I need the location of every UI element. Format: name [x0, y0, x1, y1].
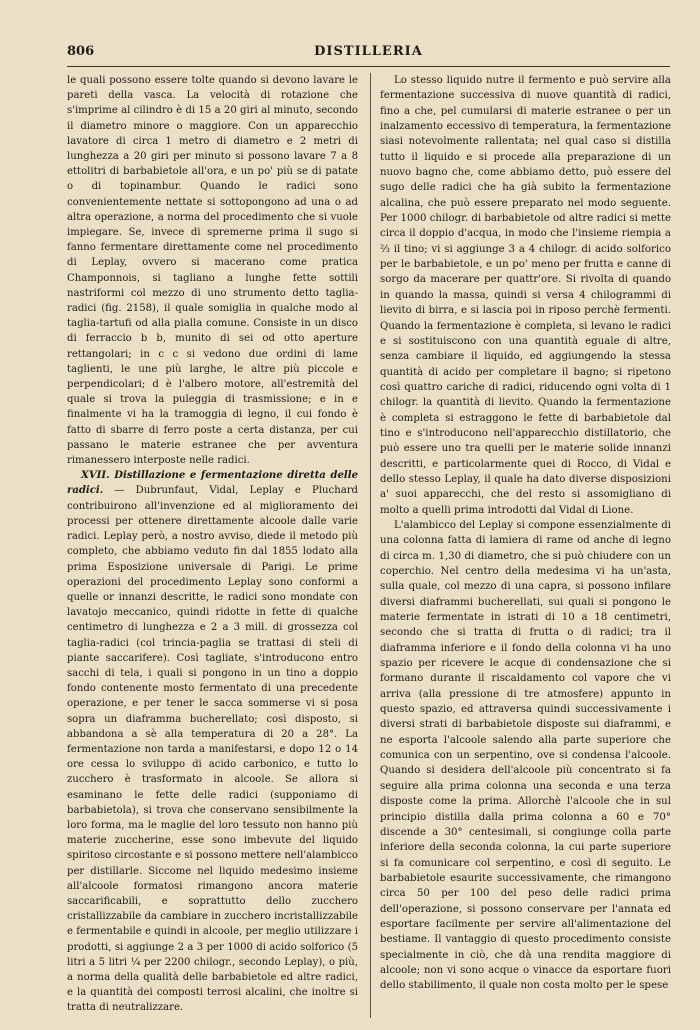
section-heading: XVII. Distillazione e fermentazione diretta delle radici. — [67, 470, 358, 497]
page-number: 806 — [67, 44, 95, 59]
running-title: DISTILLERIA — [314, 44, 423, 59]
column-divider — [370, 73, 371, 1018]
paragraph-section-xvii — [67, 468, 358, 1015]
page-header — [67, 44, 670, 66]
paragraph-washing-and-slicing: le quali possono essere tolte quando si devono lavare le pareti della vasca. La velocità di rotazione che s'imprime al cilindro è di 15 a 20 giri al minuto, secondo il diametro minore o maggiore. Con un apparecchio lavatore di circa 1 metro di diametro e 2 metri di lunghezza a 20 giri per minuto si possono lavare 7 a 8 ettolitri di barbabietole all'ora, e un po' più se di patate o di topinambur. Quando le radici sono convenientemente nettate si sottopongono ad una o ad altra operazione, a norma del procedimento che si vuole impiegare. Se, invece di spremerne prima il sugo si fanno fermentare direttamente come nel procedimento di Leplay, ovvero si macerano come pratica Champonnois, si tagliano a lunghe fette sottili nastriformi col mezzo di uno strumento detto taglia-radici (fig. 2158), il quale somiglia in qualche modo al taglia-tartufi od alla pialla comune. Consiste in un disco di ferraccio b b, munito di sei od otto aperture rettangolari; in c c si vedono due ordini di lame taglienti, le une più larghe, le altre più piccole e perpendicolari; d è l'albero motore, all'estremità del quale si trova la puleggia di trasmissione; e in e finalmente vi ha la tramoggia di legno, il cui fondo è fatto di sbarre di ferro poste a certa distanza, per cui passano le materie estranee che per avventura rimanessero interposte nelle radici. — [67, 75, 358, 467]
paragraph-leplay-still: L'alambicco del Leplay si compone essenzialmente di una colonna fatta di lamiera di rame od anche di legno di circa m. 1,30 di diametro, che si può chiudere con un coperchio. Nel centro della medesima vi ha un'asta, sulla quale, col mezzo di una capra, si possono infilare diversi diaframmi bucherellati, sui quali si pongono le materie fermentate in istrati di 10 a 18 centimetri, secondo che si tratta di frutta o di radici; tra il diaframma inferiore e il fondo della colonna vi ha uno spazio per ricevere le acque di condensazione che si formano durante il riscaldamento col vapore che vi arriva (alla pressione di tre atmosfere) appunto in questo spazio, ed attraversa quindi successivamente i diversi strati di barbabietole disposte sui diaframmi, e ne esporta l'alcoole salendo alla parte superiore che comunica con un serpentino, ove si condensa l'alcoole. Quando si desidera dell'alcoole più concentrato si fa seguire alla prima colonna una seconda e una terza disposte come la prima. Allorchè l'alcoole che in sul principio distilla dalla prima colonna a 60 e 70° discende a 30° centesimali, si congiunge colla parte inferiore della seconda colonna, la cui parte superiore si fa comunicare col serpentino, e così di seguito. Le barbabietole esaurite successivamente, che rimangono circa 50 per 100 del peso delle radici prima dell'operazione, si possono conservare per l'annata ed esportare facilmente per servire all'alimentazione del bestiame. Il vantaggio di questo procedimento consiste specialmente in ciò, che dà una rendita maggiore di alcoole; non vi sono acque o vinacce da esportare fuori dello stabilimento, il quale non costa molto per le spese — [380, 519, 671, 992]
header-rule — [67, 66, 670, 67]
paragraph-fermentation-bath: Lo stesso liquido nutre il fermento e può servire alla fermentazione successiva di nuove quantità di radici, fino a che, pel cumularsi di materie estranee o per un inalzamento eccessivo di temperatura, la fermentazione siasi notevolmente rallentata; nel qual caso si distilla tutto il liquido e si procede alla preparazione di un nuovo bagno che, come abbiamo detto, può essere del sugo delle radici che ha già subito la fermentazione alcalina, che può essere preparato nel modo seguente. Per 1000 chilogr. di barbabietole od altre radici si mette circa il doppio d'acqua, in modo che l'insieme riempia a ⅔ il tino; vi si aggiunge 3 a 4 chilogr. di acido solforico per le barbabietole, e un po' meno per frutta e canne di sorgo da macerare per quattr'ore. Si rivolta di quando in quando la massa, quindi si versa 4 chilogrammi di lievito di birra, e si lascia poi in riposo perchè fermenti. Quando la fermentazione è completa, si levano le radici e si sostituiscono con una quantità eguale di altre, senza cambiare il liquido, ed aggiungendo la stessa quantità di acido per completare il bagno; si ripetono così quattro cariche di radici, riducendo ogni volta di 1 chilogr. la quantità di lievito. Quando la fermentazione è completa si estraggono le fette di barbabietole dal tino e s'introducono nell'apparecchio distillatorio, che può essere uno tra quelli per le materie solide innanzi descritti, e particolarmente quei di Rocco, di Vidal e dello stesso Leplay, il quale ha dato diverse disposizioni a' suoi apparecchi, che del resto si assomigliano di molto a quelli prima introdotti dal Vidal di Lione. — [380, 75, 672, 516]
left-column — [67, 73, 358, 1016]
right-column — [380, 73, 671, 994]
section-body: — Dubrunfaut, Vidal, Leplay e Pluchard contribuirono all'invenzione ed al miglioramento dei processi per ottenere direttamente alcoole dalle varie radici. Leplay però, a nostro avviso, diede il metodo più completo, che abbiamo veduto fin dal 1855 lodato alla prima Esposizione universale di Parigi. Le prime operazioni del procedimento Leplay sono conformi a quelle or innanzi descritte, le radici sono mondate con lavatojo meccanico, quindi ridotte in fette di qualche centimetro di lunghezza e 2 a 3 mill. di grossezza col taglia-radici (col trincia-paglia se trattasi di steli di piante saccarifere). Così tagliate, s'introducono entro sacchi di tela, i quali si pongono in un tino a doppio fondo contenente mosto fermentato di una precedente operazione, e per tener le sacca sommerse vi si posa sopra un diaframma bucherellato; così disposto, si abbandona a sè alla temperatura di 20 a 28°. La fermentazione non tarda a manifestarsi, e dopo 12 o 14 ore cessa lo sviluppo di acido carbonico, e tutto lo zucchero è trasformato in alcoole. Se allora si esaminano le fette delle radici (supponiamo di barbabietola), si trova che conservano sensibilmente la loro forma, ma le maglie del loro tessuto non hanno più materie zuccherine, esse sono imbevute del liquido spiritoso circostante e si possono mettere nell'alambicco per distillarle. Siccome nel liquido medesimo insieme all'alcoole formatosi rimangono ancora materie saccarificabili, e soprattutto dello zucchero cristallizzabile da cambiare in zucchero incristallizzabile e fermentabile e quindi in alcoole, per meglio utilizzare i prodotti, si aggiunge 2 a 3 per 1000 di acido solforico (5 litri a 5 litri ¼ per 2200 chilogr., secondo Leplay), o più, a norma della qualità delle barbabietole ed altre radici, e la quantità dei composti terrosi alcalini, che inoltre si tratta di neutralizzare. — [67, 485, 358, 1014]
